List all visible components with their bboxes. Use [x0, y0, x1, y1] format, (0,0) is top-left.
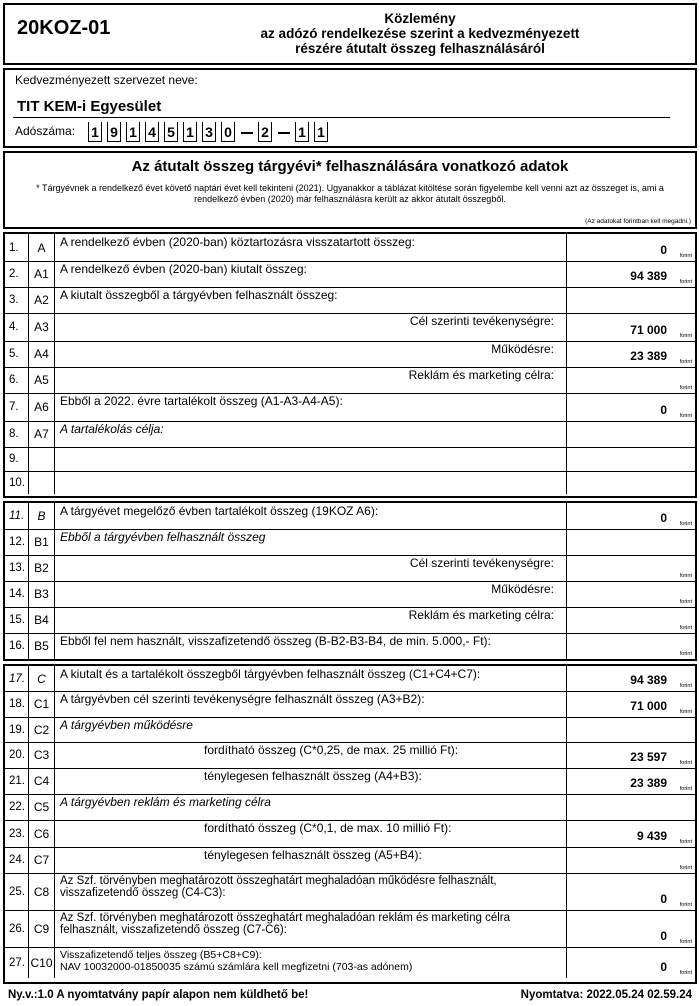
row-number: 15. [5, 607, 29, 633]
amount-value: 0 [660, 929, 667, 943]
row-number: 6. [5, 367, 29, 393]
form-title-line: az adózó rendelkezése szerint a kedvezményezett [260, 26, 580, 41]
row-description [54, 471, 567, 494]
table-row [5, 581, 695, 608]
table-row [5, 666, 695, 692]
row-description: A tárgyévben cél szerinti tevékenységre felhasznált összeg (A3+B2): [54, 691, 567, 717]
row-number: 4. [5, 313, 29, 341]
currency-unit: forint [679, 625, 692, 631]
row-number: 11. [5, 503, 29, 529]
amount-cell[interactable] [567, 367, 695, 393]
table-row [5, 742, 695, 769]
info-section [3, 151, 697, 229]
row-code: C9 [29, 910, 55, 947]
table-row [5, 873, 695, 911]
table-row [5, 607, 695, 634]
amount-cell[interactable] [567, 873, 695, 910]
amount-cell[interactable] [567, 471, 695, 494]
amount-value: 71 000 [630, 699, 667, 713]
tax-digit[interactable]: 1 [314, 122, 328, 142]
currency-unit: forint [679, 359, 692, 365]
row-description: A tárgyévben működésre [54, 717, 567, 742]
form-code: 20KOZ-01 [17, 17, 111, 39]
amount-value: 0 [660, 243, 667, 257]
row-code [29, 471, 55, 494]
row-description: A rendelkező évben (2020-ban) köztartozásra visszatartott összeg: [54, 234, 567, 261]
row-description: Reklám és marketing célra: [54, 367, 567, 393]
amount-value: 23 597 [630, 750, 667, 764]
table-row [5, 947, 695, 978]
amount-value: 23 389 [630, 776, 667, 790]
row-code: C10 [29, 947, 55, 978]
row-description: A tárgyévben reklám és marketing célra [54, 794, 567, 820]
row-number: 1. [5, 234, 29, 261]
row-code: B [29, 503, 55, 529]
unit-note: (Az adatokat forintban kell megadni.) [585, 218, 691, 225]
row-number: 12. [5, 529, 29, 555]
currency-unit: forint [679, 385, 692, 391]
amount-cell[interactable] [567, 633, 695, 659]
row-description-line: Visszafizetendő teljes összeg (B5+C8+C9): [60, 949, 262, 961]
amount-value: 9 439 [636, 829, 667, 843]
row-number: 2. [5, 261, 29, 287]
row-code: B1 [29, 529, 55, 555]
amount-cell[interactable] [567, 234, 695, 261]
table-row [5, 529, 695, 556]
row-number: 22. [5, 794, 29, 820]
row-number: 3. [5, 287, 29, 313]
row-description: Működésre: [54, 341, 567, 367]
amount-value: 71 000 [630, 323, 667, 337]
tax-digit[interactable]: 0 [221, 122, 235, 142]
tax-digit[interactable]: 1 [88, 122, 102, 142]
divider [13, 117, 670, 118]
row-code: A7 [29, 421, 55, 447]
row-description-line: NAV 10032000-01850035 számú számlára kell megfizetni (703-as adónem) [60, 961, 413, 973]
row-number: 13. [5, 555, 29, 581]
amount-cell[interactable] [567, 421, 695, 447]
organization-section [3, 68, 697, 148]
row-code: A1 [29, 261, 55, 287]
section-title: Az átutalt összeg tárgyévi* felhasználására vonatkozó adatok [131, 158, 569, 175]
tax-number-label: Adószáma: [15, 124, 76, 138]
row-code: A5 [29, 367, 55, 393]
section-c-table [3, 664, 697, 984]
amount-cell[interactable] [567, 794, 695, 820]
row-code: B3 [29, 581, 55, 607]
row-code: C3 [29, 742, 55, 768]
currency-unit: forint [679, 683, 692, 689]
amount-cell[interactable] [567, 261, 695, 287]
currency-unit: forint [679, 573, 692, 579]
row-description: Ebből a 2022. évre tartalékolt összeg (A1-A3-A4-A5): [54, 393, 567, 421]
row-number: 17. [5, 666, 29, 691]
row-code: C4 [29, 768, 55, 794]
tax-digit[interactable]: 3 [202, 122, 216, 142]
row-code: C2 [29, 717, 55, 742]
amount-cell[interactable] [567, 313, 695, 341]
table-row [5, 555, 695, 582]
form-title-line: részére átutalt összeg felhasználásáról [295, 41, 545, 56]
row-number: 19. [5, 717, 29, 742]
row-code: A4 [29, 341, 55, 367]
table-row [5, 234, 695, 262]
org-name-label: Kedvezményezett szervezet neve: [15, 73, 198, 87]
table-row [5, 447, 695, 472]
row-description: Ebből a tárgyévben felhasznált összeg [54, 529, 567, 555]
currency-unit: forint [679, 760, 692, 766]
tax-digit[interactable]: 1 [183, 122, 197, 142]
form-title-line: Közlemény [384, 11, 456, 26]
currency-unit: forint [679, 865, 692, 871]
row-number: 27. [5, 947, 29, 978]
table-row [5, 341, 695, 368]
table-row [5, 471, 695, 494]
row-number: 10. [5, 471, 29, 494]
amount-value: 23 389 [630, 349, 667, 363]
tax-digit[interactable]: 1 [126, 122, 140, 142]
tax-digit[interactable]: 2 [258, 122, 272, 142]
table-row [5, 910, 695, 948]
row-code: C [29, 666, 55, 691]
row-number: 23. [5, 820, 29, 847]
row-description: Cél szerinti tevékenységre: [54, 555, 567, 581]
table-row [5, 421, 695, 448]
amount-value: 0 [660, 403, 667, 417]
row-description: A tartalékolás célja: [54, 421, 567, 447]
amount-cell[interactable] [567, 447, 695, 471]
amount-cell[interactable] [567, 503, 695, 529]
row-code: A3 [29, 313, 55, 341]
row-code: C8 [29, 873, 55, 910]
row-code: B2 [29, 555, 55, 581]
row-description: fordítható összeg (C*0,25, de max. 25 millió Ft): [54, 742, 567, 768]
table-row [5, 261, 695, 288]
amount-value: 94 389 [630, 269, 667, 283]
tax-separator [241, 132, 253, 134]
org-name-value[interactable]: TIT KEM-i Egyesület [17, 98, 162, 115]
amount-cell[interactable] [567, 691, 695, 717]
row-number: 14. [5, 581, 29, 607]
row-number: 26. [5, 910, 29, 947]
currency-unit: forint [679, 279, 692, 285]
row-description [54, 947, 567, 978]
row-number: 8. [5, 421, 29, 447]
table-row [5, 393, 695, 422]
row-code: A [29, 234, 55, 261]
table-row [5, 768, 695, 795]
row-description: Működésre: [54, 581, 567, 607]
amount-value: 0 [660, 511, 667, 525]
amount-value: 94 389 [630, 673, 667, 687]
footer-version-note: Ny.v.:1.0 A nyomtatvány papír alapon nem küldhető be! [8, 989, 309, 1001]
amount-cell[interactable] [567, 742, 695, 768]
currency-unit: forint [679, 939, 692, 945]
row-description: fordítható összeg (C*0,1, de max. 10 millió Ft): [54, 820, 567, 847]
currency-unit: forint [679, 413, 692, 419]
amount-cell[interactable] [567, 820, 695, 847]
amount-cell[interactable] [567, 847, 695, 873]
amount-cell[interactable] [567, 529, 695, 555]
amount-cell[interactable] [567, 607, 695, 633]
tax-digit[interactable]: 4 [145, 122, 159, 142]
row-description: Reklám és marketing célra: [54, 607, 567, 633]
row-description: Ebből fel nem használt, visszafizetendő összeg (B-B2-B3-B4, de min. 5.000,- Ft): [54, 633, 567, 659]
tax-separator [278, 132, 290, 134]
table-row [5, 717, 695, 743]
currency-unit: forint [679, 786, 692, 792]
footnote: * Tárgyévnek a rendelkező évet követő naptári évet kell tekinteni (2021). Ugyanakkor a táblázat kitöltése során figyelembe kell venni azt az összeget is, ami a rendelkező évben (2020) már felhasználásra került az akkor átutalt összegből. [36, 183, 664, 204]
currency-unit: forint [679, 902, 692, 908]
row-code: C7 [29, 847, 55, 873]
amount-value: 0 [660, 892, 667, 906]
form-title [155, 11, 685, 56]
amount-cell[interactable] [567, 555, 695, 581]
amount-cell[interactable] [567, 581, 695, 607]
row-number: 5. [5, 341, 29, 367]
table-row [5, 313, 695, 342]
amount-cell[interactable] [567, 341, 695, 367]
row-description [54, 447, 567, 471]
row-code: C5 [29, 794, 55, 820]
row-number: 24. [5, 847, 29, 873]
row-description: A kiutalt és a tartalékolt összegből tárgyévben felhasznált összeg (C1+C4+C7): [54, 666, 567, 691]
row-code: C6 [29, 820, 55, 847]
table-row [5, 503, 695, 530]
table-row [5, 367, 695, 394]
table-row [5, 794, 695, 821]
row-description: Cél szerinti tevékenységre: [54, 313, 567, 341]
amount-cell[interactable] [567, 910, 695, 947]
row-description: A kiutalt összegből a tárgyévben felhasznált összeg: [54, 287, 567, 313]
row-description: Az Szf. törvényben meghatározott összeghatárt meghaladóan reklám és marketing célra felhasznált, visszafizetendő összeg (C7-C6): [54, 910, 567, 947]
currency-unit: forint [679, 253, 692, 259]
row-number: 21. [5, 768, 29, 794]
currency-unit: forint [679, 521, 692, 527]
table-row [5, 820, 695, 848]
form-header [3, 3, 697, 65]
row-description: A rendelkező évben (2020-ban) kiutalt összeg: [54, 261, 567, 287]
currency-unit: forint [679, 970, 692, 976]
row-code: B5 [29, 633, 55, 659]
row-code: B4 [29, 607, 55, 633]
section-a-table [3, 232, 697, 498]
currency-unit: forint [679, 651, 692, 657]
row-number: 16. [5, 633, 29, 659]
row-code [29, 447, 55, 471]
row-number: 9. [5, 447, 29, 471]
row-number: 18. [5, 691, 29, 717]
row-number: 7. [5, 393, 29, 421]
amount-cell[interactable] [567, 287, 695, 313]
currency-unit: forint [679, 709, 692, 715]
amount-cell[interactable] [567, 947, 695, 978]
tax-digit[interactable]: 9 [107, 122, 121, 142]
row-number: 20. [5, 742, 29, 768]
table-row [5, 287, 695, 314]
row-code: C1 [29, 691, 55, 717]
table-row [5, 633, 695, 659]
amount-value: 0 [660, 960, 667, 974]
footer-print-date: Nyomtatva: 2022.05.24 02.59.24 [520, 989, 692, 1001]
tax-digit[interactable]: 1 [295, 122, 309, 142]
amount-cell[interactable] [567, 768, 695, 794]
section-b-table [3, 501, 697, 661]
currency-unit: forint [679, 839, 692, 845]
amount-cell[interactable] [567, 393, 695, 421]
row-description: ténylegesen felhasznált összeg (A5+B4): [54, 847, 567, 873]
row-description: ténylegesen felhasznált összeg (A4+B3): [54, 768, 567, 794]
currency-unit: forint [679, 333, 692, 339]
row-number: 25. [5, 873, 29, 910]
table-row [5, 847, 695, 874]
amount-cell[interactable] [567, 666, 695, 691]
row-code: A6 [29, 393, 55, 421]
row-code: A2 [29, 287, 55, 313]
row-description: Az Szf. törvényben meghatározott összeghatárt meghaladóan működésre felhasznált, visszafizetendő összeg (C4-C3): [54, 873, 567, 910]
tax-digit[interactable]: 5 [164, 122, 178, 142]
row-description: A tárgyévet megelőző évben tartalékolt összeg (19KOZ A6): [54, 503, 567, 529]
currency-unit: forint [679, 599, 692, 605]
amount-cell[interactable] [567, 717, 695, 742]
table-row [5, 691, 695, 718]
